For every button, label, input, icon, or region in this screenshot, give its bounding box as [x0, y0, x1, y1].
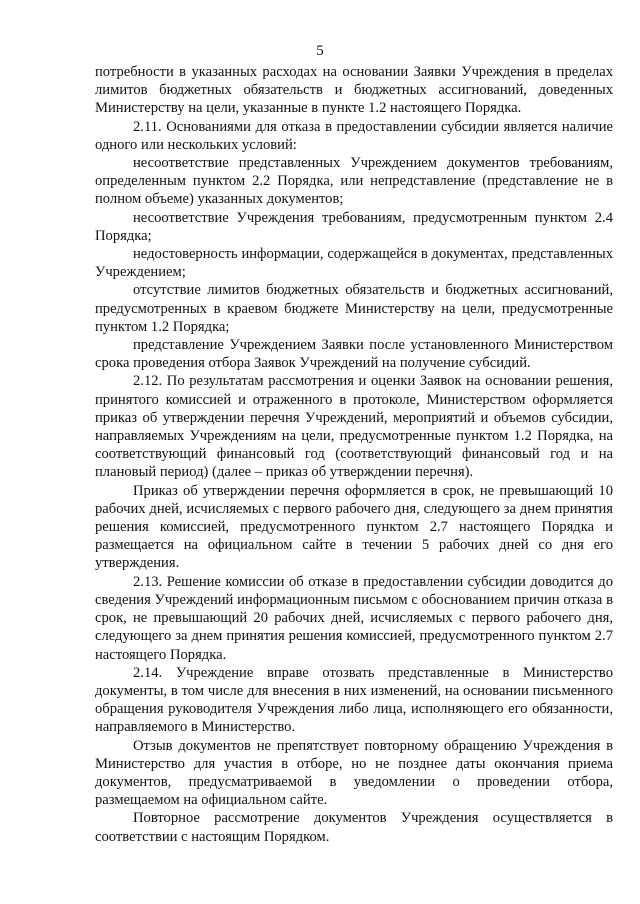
paragraph: Повторное рассмотрение документов Учреждения осуществляется в соответствии с настоящим Порядком.: [95, 810, 613, 845]
paragraph: 2.12. По результатам рассмотрения и оценки Заявок на основании решения, принятого комиссией и отраженного в протоколе, Министерством оформляется приказ об утверждении перечня Учреждений, мероприятий и объемов субсидии, направляемых Учреждениям на цели, предусмотренные пунктом 1.2 Порядка, на соответствующий финансовый год (соответствующий финансовый год и на плановый период) (далее – приказ об утверждении перечня).: [95, 373, 613, 481]
paragraph: Приказ об утверждении перечня оформляется в срок, не превышающий 10 рабочих дней, исчисляемых с первого рабочего дня, следующего за днем принятия решения комиссией, предусмотренного пунктом 2.7 настоящего Порядка и размещается на официальном сайте в течении 5 рабочих дней со дня его утверждения.: [95, 482, 613, 572]
paragraph: Отзыв документов не препятствует повторному обращению Учреждения в Министерство для участия в отборе, но не позднее даты окончания приема документов, предусматриваемой в уведомлении о проведении отбора, размещаемом на официальном сайте.: [95, 737, 613, 809]
paragraph: 2.14. Учреждение вправе отозвать представленные в Министерство документы, в том числе для внесения в них изменений, на основании письменного обращения руководителя Учреждения либо лица, исполняющего его обязанности, направляемого в Министерство.: [95, 664, 613, 736]
paragraph: 2.13. Решение комиссии об отказе в предоставлении субсидии доводится до сведения Учреждений информационным письмом с обоснованием причин отказа в срок, не превышающий 20 рабочих дней, исчисляемых с первого рабочего дня, следующего за днем принятия решения комиссией, предусмотренного пунктом 2.7 настоящего Порядка.: [95, 573, 613, 663]
paragraph: представление Учреждением Заявки после установленного Министерством срока проведения отбора Заявок Учреждений на получение субсидий.: [95, 337, 613, 372]
paragraph: потребности в указанных расходах на основании Заявки Учреждения в пределах лимитов бюджетных обязательств и бюджетных ассигнований, доведенных Министерству на цели, указанные в пункте 1.2 настоящего Порядка.: [95, 64, 613, 117]
page-body: [95, 63, 613, 846]
paragraph: отсутствие лимитов бюджетных обязательств и бюджетных ассигнований, предусмотренных в краевом бюджете Министерству на цели, предусмотренные пунктом 1.2 Порядка;: [95, 282, 613, 335]
page-number: 5: [316, 43, 324, 59]
paragraph: недостоверность информации, содержащейся в документах, представленных Учреждением;: [95, 246, 613, 281]
paragraph: 2.11. Основаниями для отказа в предоставлении субсидии является наличие одного или нескольких условий:: [95, 118, 613, 153]
paragraph: несоответствие Учреждения требованиям, предусмотренным пунктом 2.4 Порядка;: [95, 209, 613, 244]
paragraph: несоответствие представленных Учреждением документов требованиям, определенным пунктом 2.2 Порядка, или непредставление (представление не в полном объеме) указанных документов;: [95, 155, 613, 208]
